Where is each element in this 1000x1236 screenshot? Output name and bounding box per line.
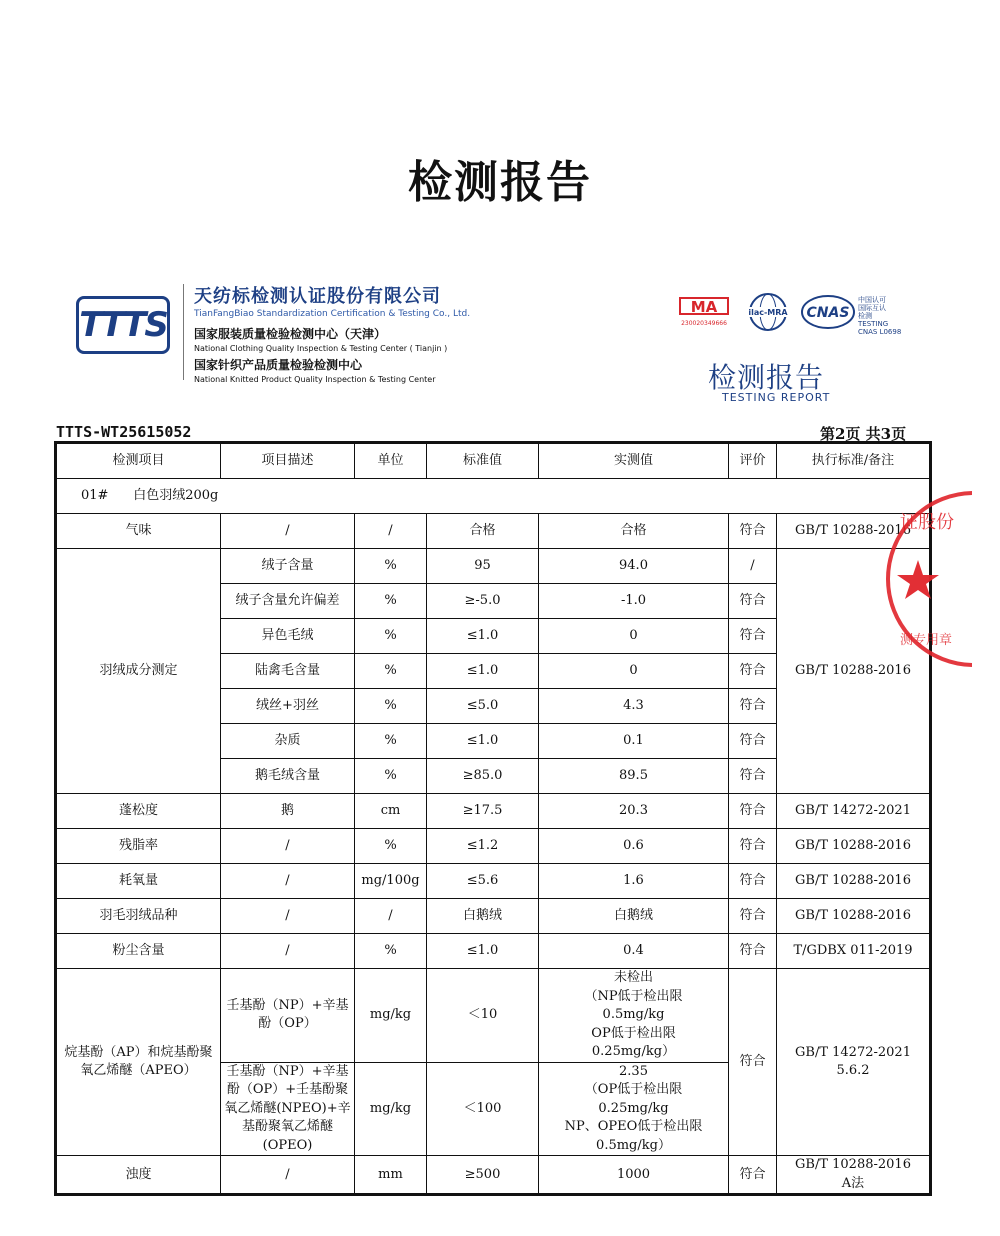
table-cell: mg/kg xyxy=(355,1062,427,1156)
table-row xyxy=(56,899,931,934)
svg-text:ilac-MRA: ilac-MRA xyxy=(748,308,788,317)
table-cell: 合格 xyxy=(539,514,729,549)
table-cell: mm xyxy=(355,1156,427,1195)
table-cell: 符合 xyxy=(729,1156,777,1195)
organization-info xyxy=(194,282,470,384)
table-row xyxy=(56,829,931,864)
ap-item-cell: 烷基酚（AP）和烷基酚聚氧乙烯醚（APEO） xyxy=(56,969,221,1156)
table-cell: % xyxy=(355,549,427,584)
center2-name-cn: 国家针织产品质量检验检测中心 xyxy=(194,358,363,372)
table-cell: 合格 xyxy=(427,514,539,549)
page-number: 第2页 共3页 xyxy=(820,425,907,443)
table-cell: ≤1.2 xyxy=(427,829,539,864)
table-cell: 异色毛绒 xyxy=(221,619,355,654)
table-cell: 0 xyxy=(539,619,729,654)
table-cell: 0.4 xyxy=(539,934,729,969)
results-table-wrapper xyxy=(54,441,929,1195)
table-cell: / xyxy=(355,899,427,934)
ap-rating-cell: 符合 xyxy=(729,969,777,1156)
table-cell: 符合 xyxy=(729,654,777,689)
table-cell: % xyxy=(355,934,427,969)
table-cell: 符合 xyxy=(729,724,777,759)
header-cell: 项目描述 xyxy=(221,443,355,479)
header-cell: 评价 xyxy=(729,443,777,479)
table-cell: GB/T 10288-2016 A法 xyxy=(777,1156,931,1195)
table-row xyxy=(56,549,931,584)
table-cell: 绒子含量 xyxy=(221,549,355,584)
table-cell: % xyxy=(355,584,427,619)
center2-name-en: National Knitted Product Quality Inspection & Testing Center xyxy=(194,375,436,384)
table-cell: 蓬松度 xyxy=(56,794,221,829)
center1-name-en: National Clothing Quality Inspection & Testing Center ( Tianjin ) xyxy=(194,344,448,353)
table-cell: / xyxy=(221,899,355,934)
table-cell: ＜100 xyxy=(427,1062,539,1156)
table-cell: 2.35 （OP低于检出限 0.25mg/kg NP、OPEO低于检出限 0.5mg/kg） xyxy=(539,1062,729,1156)
table-cell: 陆禽毛含量 xyxy=(221,654,355,689)
page-title: 检测报告 xyxy=(408,157,592,208)
table-cell: 1.6 xyxy=(539,864,729,899)
table-cell: 95 xyxy=(427,549,539,584)
ttts-logo: TTTS xyxy=(76,296,170,354)
org-name-cn: 天纺标检测认证股份有限公司 xyxy=(194,286,441,307)
table-cell: ＜10 xyxy=(427,969,539,1063)
table-cell: 0.6 xyxy=(539,829,729,864)
table-cell: 0 xyxy=(539,654,729,689)
table-cell: 符合 xyxy=(729,794,777,829)
table-cell: GB/T 10288-2016 xyxy=(777,864,931,899)
table-cell: GB/T 14272-2021 xyxy=(777,794,931,829)
ap-standard-cell: GB/T 14272-2021 5.6.2 xyxy=(777,969,931,1156)
table-cell: 绒子含量允许偏差 xyxy=(221,584,355,619)
table-cell: 杂质 xyxy=(221,724,355,759)
svg-text:测专用章: 测专用章 xyxy=(900,633,953,648)
table-cell: 89.5 xyxy=(539,759,729,794)
table-cell: mg/100g xyxy=(355,864,427,899)
table-cell: ≤5.0 xyxy=(427,689,539,724)
table-cell: / xyxy=(729,549,777,584)
table-cell: / xyxy=(221,934,355,969)
table-cell: 符合 xyxy=(729,899,777,934)
header-cell: 标准值 xyxy=(427,443,539,479)
header-cell: 单位 xyxy=(355,443,427,479)
table-cell: 符合 xyxy=(729,584,777,619)
report-number: TTTS-WT25615052 xyxy=(56,423,192,441)
table-cell: 20.3 xyxy=(539,794,729,829)
table-cell: 符合 xyxy=(729,934,777,969)
table-cell: 鹅 xyxy=(221,794,355,829)
table-cell: 符合 xyxy=(729,514,777,549)
table-cell: 白鹅绒 xyxy=(539,899,729,934)
ilac-mra-icon xyxy=(744,292,792,332)
table-cell: / xyxy=(221,864,355,899)
table-cell: 符合 xyxy=(729,829,777,864)
org-name-en: TianFangBiao Standardization Certification & Testing Co., Ltd. xyxy=(194,309,471,319)
table-cell: 1000 xyxy=(539,1156,729,1195)
table-cell: ≥85.0 xyxy=(427,759,539,794)
svg-text:CNAS: CNAS xyxy=(806,305,850,321)
table-cell: % xyxy=(355,829,427,864)
table-cell: ≤1.0 xyxy=(427,934,539,969)
table-cell: ≥500 xyxy=(427,1156,539,1195)
table-row xyxy=(56,934,931,969)
sample-row xyxy=(56,479,931,514)
table-cell: 4.3 xyxy=(539,689,729,724)
report-title-en: TESTING REPORT xyxy=(722,391,831,404)
table-cell: 白鹅绒 xyxy=(427,899,539,934)
table-row xyxy=(56,969,931,1063)
table-cell: 未检出 （NP低于检出限 0.5mg/kg OP低于检出限 0.25mg/kg） xyxy=(539,969,729,1063)
table-cell: % xyxy=(355,619,427,654)
table-cell: / xyxy=(221,829,355,864)
table-row xyxy=(56,794,931,829)
table-cell: % xyxy=(355,724,427,759)
certification-marks xyxy=(676,292,906,336)
table-cell: / xyxy=(221,514,355,549)
header-cell: 实测值 xyxy=(539,443,729,479)
table-cell: GB/T 10288-2016 xyxy=(777,829,931,864)
table-cell: 壬基酚（NP）+辛基酚（OP） xyxy=(221,969,355,1063)
svg-text:MA: MA xyxy=(690,298,718,316)
table-cell: 符合 xyxy=(729,689,777,724)
header-cell: 检测项目 xyxy=(56,443,221,479)
group-label-cell: 羽绒成分测定 xyxy=(56,549,221,794)
table-row xyxy=(56,864,931,899)
table-cell: % xyxy=(355,654,427,689)
table-cell: ≥17.5 xyxy=(427,794,539,829)
table-row xyxy=(56,514,931,549)
table-cell: 0.1 xyxy=(539,724,729,759)
logo-divider xyxy=(183,284,184,380)
cnas-mark-icon xyxy=(800,294,856,330)
table-cell: 浊度 xyxy=(56,1156,221,1195)
cma-mark-icon xyxy=(676,294,732,330)
table-cell: % xyxy=(355,759,427,794)
table-cell: ≤1.0 xyxy=(427,724,539,759)
table-cell: 符合 xyxy=(729,759,777,794)
table-cell: 符合 xyxy=(729,864,777,899)
cnas-text: 中国认可 国际互认 检测 TESTING CNAS L0698 xyxy=(858,296,902,336)
table-cell: 鹅毛绒含量 xyxy=(221,759,355,794)
table-cell: ≤1.0 xyxy=(427,619,539,654)
table-cell: 残脂率 xyxy=(56,829,221,864)
ma-number: 230020349666 xyxy=(681,320,727,327)
table-cell: / xyxy=(221,1156,355,1195)
table-cell: cm xyxy=(355,794,427,829)
group-standard-cell: GB/T 10288-2016 xyxy=(777,549,931,794)
table-cell: 绒丝+羽丝 xyxy=(221,689,355,724)
table-cell: mg/kg xyxy=(355,969,427,1063)
table-cell: / xyxy=(355,514,427,549)
table-cell: 94.0 xyxy=(539,549,729,584)
table-cell: 羽毛羽绒品种 xyxy=(56,899,221,934)
table-cell: T/GDBX 011-2019 xyxy=(777,934,931,969)
table-cell: 壬基酚（NP）+辛基酚（OP）+壬基酚聚氧乙烯醚(NPEO)+辛基酚聚氧乙烯醚(OPEO) xyxy=(221,1062,355,1156)
table-cell: 耗氧量 xyxy=(56,864,221,899)
table-cell: ≤1.0 xyxy=(427,654,539,689)
table-cell: % xyxy=(355,689,427,724)
report-title-cn: 检测报告 xyxy=(708,361,825,394)
svg-text:证股份: 证股份 xyxy=(900,512,954,533)
table-header-row xyxy=(56,443,931,479)
table-cell: GB/T 10288-2016 xyxy=(777,514,931,549)
sample-description: 01# 白色羽绒200g xyxy=(56,479,931,514)
table-cell: ≥-5.0 xyxy=(427,584,539,619)
table-cell: 符合 xyxy=(729,619,777,654)
table-cell: 气味 xyxy=(56,514,221,549)
table-cell: 粉尘含量 xyxy=(56,934,221,969)
table-cell: GB/T 10288-2016 xyxy=(777,899,931,934)
header-cell: 执行标准/备注 xyxy=(777,443,931,479)
table-cell: ≤5.6 xyxy=(427,864,539,899)
table-cell: -1.0 xyxy=(539,584,729,619)
results-table xyxy=(54,441,932,1196)
table-row xyxy=(56,1156,931,1195)
center1-name-cn: 国家服装质量检验检测中心（天津） xyxy=(194,327,387,341)
